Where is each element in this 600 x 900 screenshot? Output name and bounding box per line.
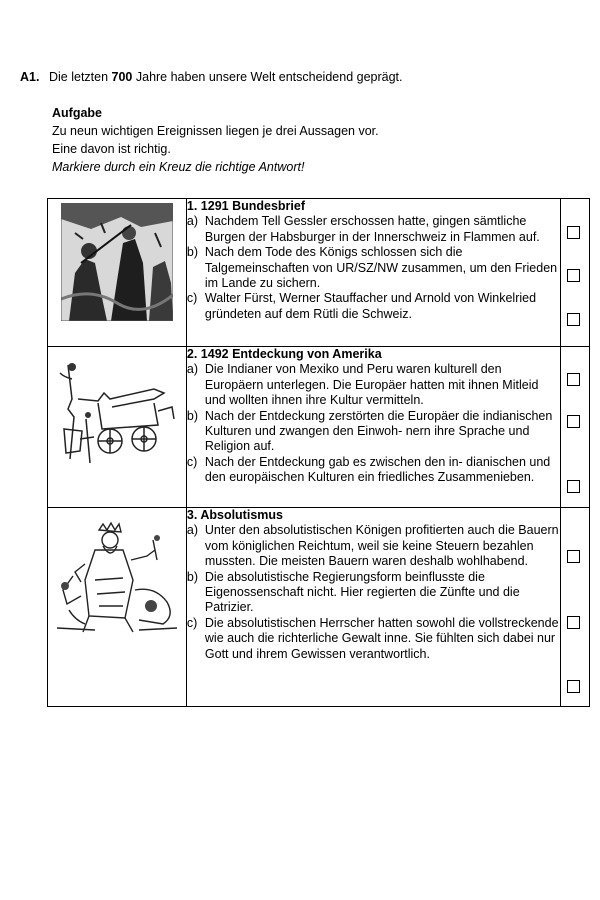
question-text-cell: [186, 199, 560, 347]
question-text-cell: [186, 347, 560, 508]
option-label: c): [186, 291, 198, 306]
option-text: Nach der Entdeckung gab es zwischen den in- dianischen und den europäischen Kulturen ein friedliches Zusammenieben.: [204, 454, 551, 485]
option-label: c): [186, 615, 198, 630]
checkbox-option-c[interactable]: [567, 313, 580, 326]
checkbox-cell: [561, 508, 590, 707]
option-label: a): [186, 523, 199, 538]
option-label: a): [186, 214, 199, 229]
question-image-cell: [48, 508, 187, 707]
option-text: Nach dem Tode des Königs schlossen sich die Talgemeinschaften von UR/SZ/NW zusammen, um den Frieden im Lande zu sichern.: [204, 245, 558, 291]
header-text-before: Die letzten: [49, 70, 112, 84]
question-image-cell: [48, 347, 187, 508]
option-text: Unter den absolutistischen Königen profitierten auch die Bauern vom königlichen Reichtum, weil sie keine Steuern bezahlen mussten. Die meisten Bauern waren deshalb wohlhabend.: [204, 523, 559, 569]
option-label: b): [186, 408, 199, 423]
header-text-after: Jahre haben unsere Welt entscheidend geprägt.: [132, 70, 403, 84]
question-title: 2. 1492 Entdeckung von Amerika: [186, 347, 382, 361]
question-row-3: [48, 508, 590, 707]
option-text: Nach der Entdeckung zerstörten die Europäer die indianischen Kulturen und zwangen den Einwoh- nern ihre Sprache und Religion auf.: [204, 408, 553, 454]
checkbox-option-b[interactable]: [567, 616, 580, 629]
checkbox-option-a[interactable]: [567, 226, 580, 239]
exercise-number: A1.: [20, 70, 40, 84]
option-b: [187, 409, 560, 455]
checkbox-option-a[interactable]: [567, 550, 580, 563]
option-text: Die Indianer von Mexiko und Peru waren kulturell den Europäern unterlegen. Die Europäer hatten mit ihnen Mitleid und wollten ihnen ihre Kultur vermitteln.: [204, 362, 539, 408]
option-b: [187, 570, 560, 616]
question-title: 1. 1291 Bundesbrief: [186, 199, 305, 213]
option-c: [187, 455, 560, 486]
option-c: [187, 616, 560, 662]
question-row-1: [48, 199, 590, 347]
king-on-throne-drawing-icon: [55, 520, 179, 636]
option-b: [187, 245, 560, 291]
checkbox-option-b[interactable]: [567, 269, 580, 282]
question-row-2: [48, 347, 590, 508]
task-block: [52, 104, 379, 176]
checkbox-option-a[interactable]: [567, 373, 580, 386]
header-text-bold: 700: [111, 70, 133, 84]
exercise-header: [20, 70, 402, 84]
question-image-cell: [48, 199, 187, 347]
option-text: Die absolutistischen Herrscher hatten sowohl die vollstreckende wie auch die richterliche Gewalt inne. Sie fühlten sich dabei nur Gott und ihrem Gewissen verantwortlich.: [204, 615, 559, 661]
option-label: a): [186, 362, 199, 377]
option-text: Walter Fürst, Werner Stauffacher und Arnold von Winkelried gründeten auf dem Rütli die Schweiz.: [204, 291, 537, 321]
task-title: Aufgabe: [52, 106, 102, 120]
option-a: [187, 214, 560, 245]
task-line-1: Zu neun wichtigen Ereignissen liegen je drei Aussagen vor.: [52, 124, 379, 138]
option-text: Nachdem Tell Gessler erschossen hatte, gingen sämtliche Burgen der Habsburger in der Innerschweiz in Flammen auf.: [204, 214, 540, 244]
checkbox-cell: [561, 199, 590, 347]
question-text-cell: [186, 508, 560, 707]
option-label: c): [186, 454, 198, 469]
option-a: [187, 362, 560, 408]
checkbox-option-c[interactable]: [567, 680, 580, 693]
option-a: [187, 523, 560, 569]
option-label: b): [186, 569, 199, 584]
option-text: Die absolutistische Regierungsform beinflusste die Eigenossenschaft nicht. Hier regierten die Zünfte und die Patrizier.: [204, 569, 520, 615]
question-table: [47, 198, 590, 707]
checkbox-option-b[interactable]: [567, 415, 580, 428]
option-label: b): [186, 245, 199, 260]
task-instruction: Markiere durch ein Kreuz die richtige Antwort!: [52, 160, 305, 174]
tell-gessler-woodcut-icon: [61, 203, 173, 321]
checkbox-cell: [561, 347, 590, 508]
cannon-wagon-drawing-icon: [58, 359, 176, 471]
question-title: 3. Absolutismus: [186, 508, 283, 522]
checkbox-option-c[interactable]: [567, 480, 580, 493]
task-line-2: Eine davon ist richtig.: [52, 142, 171, 156]
option-c: [187, 291, 560, 322]
